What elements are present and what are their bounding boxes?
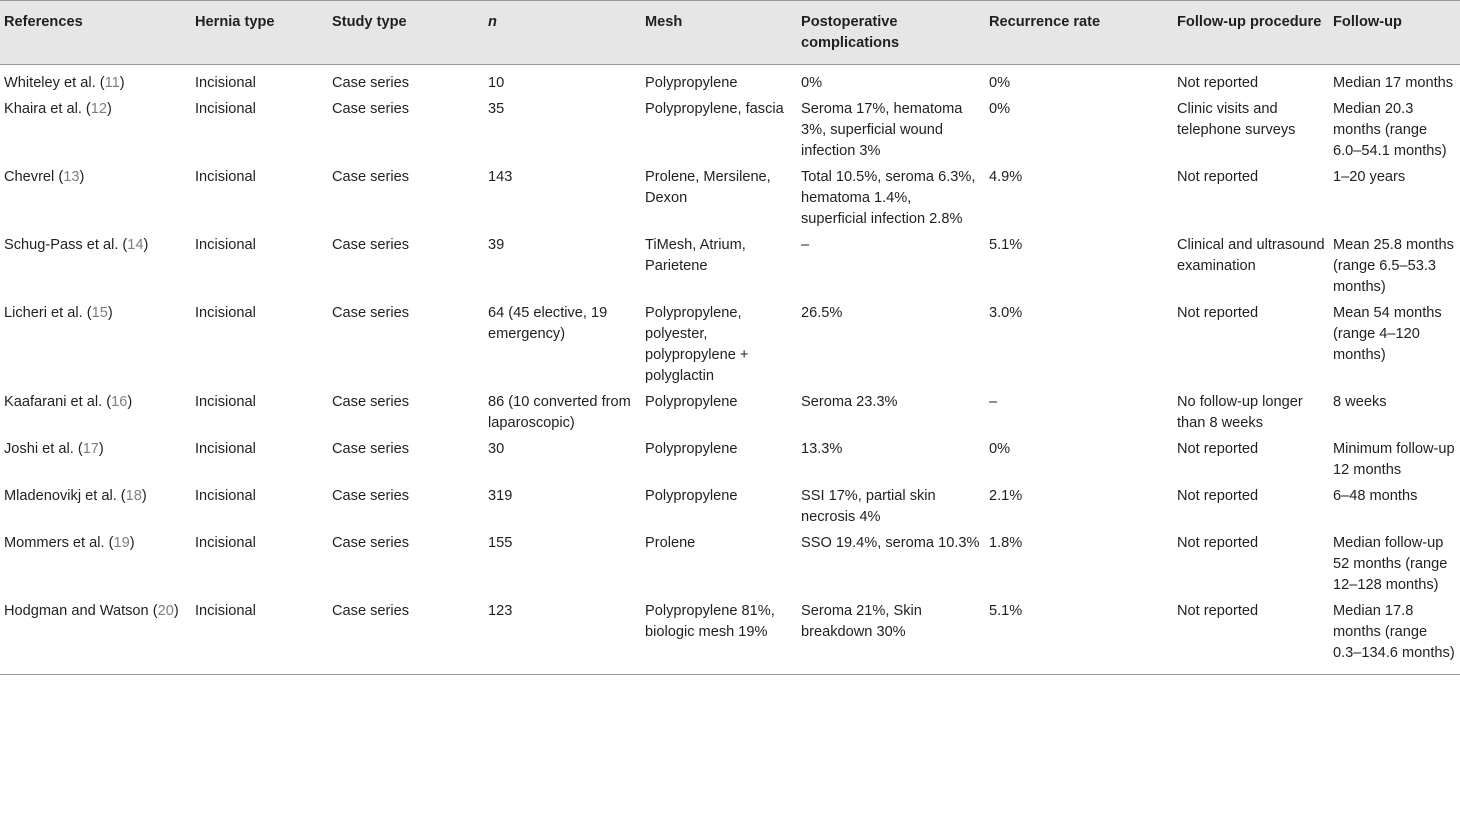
cell-recurrence-rate: 0% — [989, 101, 1011, 117]
cell-reference — [0, 530, 191, 598]
reference-number-link[interactable]: 17 — [82, 441, 99, 457]
cell-hernia-type: Incisional — [195, 101, 256, 117]
cell-mesh: Prolene — [645, 535, 696, 551]
cell-recurrence-rate: 5.1% — [989, 237, 1023, 253]
header-row — [0, 1, 1460, 65]
reference-number-link[interactable]: 15 — [91, 305, 108, 321]
cell-study-type: Case series — [328, 598, 484, 675]
cell-mesh: Polypropylene — [645, 488, 738, 504]
cell-follow-up: Mean 25.8 months (range 6.5–53.3 months) — [1333, 237, 1454, 295]
cell-study-type: Case series — [332, 169, 410, 185]
reference-close-paren: ) — [129, 535, 135, 551]
cell-n: 39 — [488, 237, 505, 253]
cell-reference — [0, 164, 191, 232]
table-row — [0, 598, 1460, 675]
table-row — [0, 96, 1460, 164]
reference-close-paren: ) — [143, 237, 149, 253]
cell-reference — [0, 483, 191, 530]
header-references: References — [0, 1, 191, 65]
cell-mesh: TiMesh, Atrium, Parietene — [645, 237, 746, 274]
table-row — [0, 530, 1460, 598]
cell-mesh: Polypropylene — [645, 441, 738, 457]
header-recurrence-rate: Recurrence rate — [985, 1, 1173, 65]
cell-postoperative-complications: – — [801, 237, 810, 253]
cell-study-type: Case series — [332, 394, 410, 410]
cell-mesh: Polypropylene, fascia — [645, 101, 784, 117]
cell-n: 10 — [488, 75, 505, 91]
cell-follow-up-procedure: Clinical and ultrasound examination — [1177, 237, 1325, 274]
cell-follow-up: Median 17.8 months (range 0.3–134.6 months) — [1329, 598, 1460, 675]
cell-hernia-type: Incisional — [195, 394, 256, 410]
cell-postoperative-complications: Seroma 21%, Skin breakdown 30% — [797, 598, 985, 675]
reference-close-paren: ) — [173, 603, 179, 619]
table-row — [0, 483, 1460, 530]
header-postoperative-complications: Postoperative complications — [797, 1, 985, 65]
cell-n: 143 — [488, 169, 513, 185]
cell-follow-up: Median follow-up 52 months (range 12–128 months) — [1333, 535, 1448, 593]
reference-number-link[interactable]: 16 — [111, 394, 128, 410]
table-row — [0, 300, 1460, 389]
reference-close-paren: ) — [107, 305, 113, 321]
header-hernia-type: Hernia type — [191, 1, 328, 65]
cell-reference — [0, 96, 191, 164]
cell-follow-up-procedure: No follow-up longer than 8 weeks — [1177, 394, 1303, 431]
header-n: n — [484, 1, 641, 65]
cell-reference — [0, 232, 191, 300]
cell-n: 155 — [488, 535, 513, 551]
header-follow-up: Follow-up — [1329, 1, 1460, 65]
reference-number-link[interactable]: 11 — [104, 75, 120, 91]
cell-postoperative-complications: 26.5% — [801, 305, 843, 321]
reference-author: Mommers et al. ( — [4, 535, 114, 551]
cell-mesh: Polypropylene 81%, biologic mesh 19% — [641, 598, 797, 675]
cell-mesh: Polypropylene, polyester, polypropylene + polyglactin — [645, 305, 749, 384]
cell-postoperative-complications: SSI 17%, partial skin necrosis 4% — [801, 488, 936, 525]
cell-hernia-type: Incisional — [195, 441, 256, 457]
cell-follow-up-procedure: Not reported — [1177, 488, 1259, 504]
cell-follow-up: Mean 54 months (range 4–120 months) — [1333, 305, 1442, 363]
cell-study-type: Case series — [332, 441, 410, 457]
cell-mesh: Polypropylene — [645, 394, 738, 410]
cell-n: 35 — [488, 101, 505, 117]
cell-follow-up: Median 17 months — [1333, 75, 1454, 91]
reference-author: Licheri et al. ( — [4, 305, 92, 321]
cell-n: 30 — [488, 441, 505, 457]
cell-n: 123 — [484, 598, 641, 675]
table-body — [0, 65, 1460, 675]
cell-hernia-type: Incisional — [195, 169, 256, 185]
reference-close-paren: ) — [127, 394, 133, 410]
cell-reference — [0, 65, 191, 97]
cell-reference — [0, 598, 191, 675]
cell-hernia-type: Incisional — [191, 598, 328, 675]
cell-follow-up-procedure: Not reported — [1177, 441, 1259, 457]
cell-study-type: Case series — [332, 305, 410, 321]
cell-follow-up-procedure: Not reported — [1177, 75, 1259, 91]
cell-recurrence-rate: 0% — [989, 441, 1011, 457]
table-row — [0, 164, 1460, 232]
cell-follow-up-procedure: Not reported — [1177, 169, 1259, 185]
reference-close-paren: ) — [107, 101, 112, 117]
reference-author: Joshi et al. ( — [4, 441, 83, 457]
cell-follow-up-procedure: Clinic visits and telephone surveys — [1177, 101, 1296, 138]
cell-recurrence-rate: 2.1% — [989, 488, 1023, 504]
cell-n: 86 (10 converted from laparoscopic) — [488, 394, 631, 431]
reference-author: Schug-Pass et al. ( — [4, 237, 128, 253]
cell-follow-up: 8 weeks — [1333, 394, 1387, 410]
cell-recurrence-rate: 3.0% — [989, 305, 1023, 321]
cell-follow-up: Median 20.3 months (range 6.0–54.1 months) — [1333, 101, 1447, 159]
cell-hernia-type: Incisional — [195, 305, 256, 321]
reference-close-paren: ) — [141, 488, 147, 504]
reference-close-paren: ) — [119, 75, 125, 91]
reference-number-link[interactable]: 20 — [157, 603, 174, 619]
reference-close-paren: ) — [79, 169, 85, 185]
cell-hernia-type: Incisional — [195, 237, 256, 253]
reference-author: Whiteley et al. ( — [4, 75, 105, 91]
cell-follow-up: 6–48 months — [1333, 488, 1418, 504]
header-mesh: Mesh — [641, 1, 797, 65]
table-row — [0, 65, 1460, 97]
cell-follow-up-procedure: Not reported — [1173, 598, 1329, 675]
cell-mesh: Prolene, Mersilene, Dexon — [645, 169, 771, 206]
cell-study-type: Case series — [332, 101, 410, 117]
cell-n: 64 (45 elective, 19 emergency) — [488, 305, 608, 342]
reference-close-paren: ) — [98, 441, 104, 457]
cell-study-type: Case series — [332, 237, 410, 253]
reference-number-link[interactable]: 12 — [90, 101, 108, 117]
cell-postoperative-complications: Total 10.5%, seroma 6.3%, hematoma 1.4%, superficial infection 2.8% — [801, 169, 976, 227]
cell-study-type: Case series — [332, 488, 410, 504]
cell-follow-up-procedure: Not reported — [1177, 535, 1259, 551]
table-header — [0, 1, 1460, 65]
cell-recurrence-rate: 5.1% — [985, 598, 1173, 675]
reference-number-link[interactable]: 19 — [113, 535, 130, 551]
table-row — [0, 232, 1460, 300]
cell-postoperative-complications: Seroma 17%, hematoma 3%, superficial wound infection 3% — [801, 101, 963, 159]
cell-postoperative-complications: 0% — [801, 75, 823, 91]
cell-hernia-type: Incisional — [195, 488, 256, 504]
cell-postoperative-complications: SSO 19.4%, seroma 10.3% — [801, 535, 980, 551]
reference-author: Mladenovikj et al. ( — [4, 488, 126, 504]
cell-postoperative-complications: Seroma 23.3% — [801, 394, 898, 410]
table-row — [0, 389, 1460, 436]
table-row — [0, 436, 1460, 483]
reference-number-link[interactable]: 18 — [125, 488, 142, 504]
cell-follow-up-procedure: Not reported — [1177, 305, 1259, 321]
cell-follow-up: Minimum follow-up 12 months — [1333, 441, 1455, 478]
cell-n: 319 — [488, 488, 513, 504]
reference-number-link[interactable]: 14 — [127, 237, 144, 253]
cell-reference — [0, 389, 191, 436]
cell-study-type: Case series — [332, 535, 410, 551]
cell-reference — [0, 300, 191, 389]
cell-study-type: Case series — [332, 75, 410, 91]
cell-postoperative-complications: 13.3% — [801, 441, 843, 457]
reference-author: Kaafarani et al. ( — [4, 394, 112, 410]
reference-author: Chevrel ( — [4, 169, 64, 185]
reference-author: Hodgman and Watson ( — [4, 603, 158, 619]
cell-recurrence-rate: 0% — [989, 75, 1011, 91]
cell-follow-up: 1–20 years — [1333, 169, 1406, 185]
cell-reference — [0, 436, 191, 483]
cell-hernia-type: Incisional — [195, 75, 256, 91]
reference-number-link[interactable]: 13 — [63, 169, 80, 185]
cell-mesh: Polypropylene — [645, 75, 738, 91]
cell-hernia-type: Incisional — [195, 535, 256, 551]
header-follow-up-procedure: Follow-up procedure — [1173, 1, 1329, 65]
cell-recurrence-rate: 4.9% — [989, 169, 1023, 185]
header-study-type: Study type — [328, 1, 484, 65]
cell-recurrence-rate: – — [989, 394, 998, 410]
cell-recurrence-rate: 1.8% — [989, 535, 1023, 551]
reference-author: Khaira et al. ( — [4, 101, 91, 117]
